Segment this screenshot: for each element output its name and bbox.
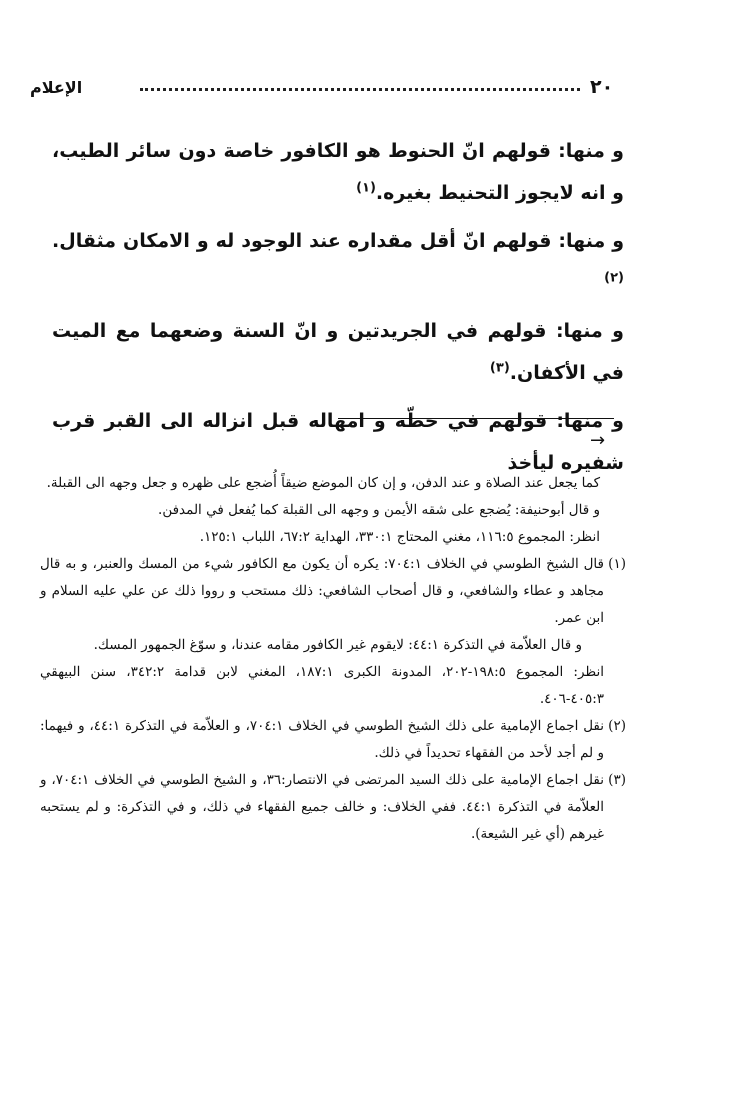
footnotes (40, 470, 626, 848)
continuation-arrow-icon: → (590, 430, 606, 451)
footnote-1 (40, 551, 626, 632)
footnote-continuation-3: انظر: المجموع ١١٦:٥، مغني المحتاج ٣٣٠:١، الهداية ٦٧:٢، اللباب ١٢٥:١. (199, 529, 600, 545)
paragraph-1-text: و منها: قولهم انّ الحنوط هو الكافور خاصة دون سائر الطيب، و انه لايجوز التحنيط بغيره. (52, 140, 624, 204)
main-text (52, 130, 624, 490)
footnote-1-text: قال الشيخ الطوسي في الخلاف ٧٠٤:١: يكره أن يكون مع الكافور شيء من المسك والعنبر، و به قال مجاهد و عطاء والشافعي، و قال أصحاب الشافعي: ذلك مستحب و رووا ذلك عن علي عليه السلام و ابن عمر. (40, 556, 604, 626)
footnote-continuation-2: و قال أبوحنيفة: يُضجع على شقه الأيمن و وجهه الى القبلة كما يُفعل في المدفن. (158, 502, 600, 518)
paragraph-3 (52, 310, 624, 394)
footnote-2-text: نقل اجماع الإمامية على ذلك الشيخ الطوسي في الخلاف ٧٠٤:١، و العلاّمة في التذكرة ٤٤:١، و فيهما: و لم أجد لأحد من الفقهاء تحديداً في ذلك. (40, 718, 604, 761)
page-number: ٢٠ (590, 76, 614, 98)
paragraph-1 (52, 130, 624, 214)
paragraph-3-text: و منها: قولهم في الجريدتين و انّ السنة وضعهما مع الميت في الأكفان. (52, 320, 624, 384)
footnote-separator (338, 418, 614, 419)
footnote-continuation-1: كما يجعل عند الصلاة و عند الدفن، و إن كان الموضع ضيقاً أُضجع على ظهره و جعل وجهه الى القبلة. (46, 475, 600, 491)
running-title: الإعلام (30, 78, 83, 97)
footnote-ref-1: (١) (356, 180, 376, 196)
paragraph-4-text: و منها: قولهم في حطّه و امهاله قبل انزاله الى القبر قرب شفيره ليأخذ (52, 410, 624, 474)
footnote-ref-2: (٢) (604, 270, 624, 286)
footnote-2-number: (٢) (608, 718, 626, 734)
footnote-ref-3: (٣) (489, 360, 510, 376)
footnote-2 (40, 713, 626, 767)
footnote-3 (40, 767, 626, 848)
footnote-3-number: (٣) (608, 772, 626, 788)
footnote-1-paragraph-2: و قال العلاّمة في التذكرة ٤٤:١: لايقوم غير الكافور مقامه عندنا، و سوّغ الجمهور المسك. (93, 637, 582, 653)
header-dotted-leader (140, 88, 580, 91)
paragraph-2 (52, 220, 624, 304)
footnote-3-text: نقل اجماع الإمامية على ذلك السيد المرتضى في الانتصار:٣٦، و الشيخ الطوسي في الخلاف ٧٠٤:١، و العلاّمة في التذكرة ٤٤:١. ففي الخلاف: و خالف جميع الفقهاء في ذلك، و في التذكرة: و لم يستحبه غيرهم (أي غير الشيعة). (40, 772, 604, 842)
paragraph-2-text: و منها: قولهم انّ أقل مقداره عند الوجود له و الامكان مثقال. (52, 230, 624, 252)
page-header (30, 76, 616, 100)
footnote-1-number: (١) (608, 556, 626, 572)
footnote-1-paragraph-3: انظر: المجموع ١٩٨:٥-٢٠٢، المدونة الكبرى ١٨٧:١، المغني لابن قدامة ٣٤٢:٢، سنن البيهقي ٤٠٥:٣-٤٠٦. (40, 664, 604, 707)
